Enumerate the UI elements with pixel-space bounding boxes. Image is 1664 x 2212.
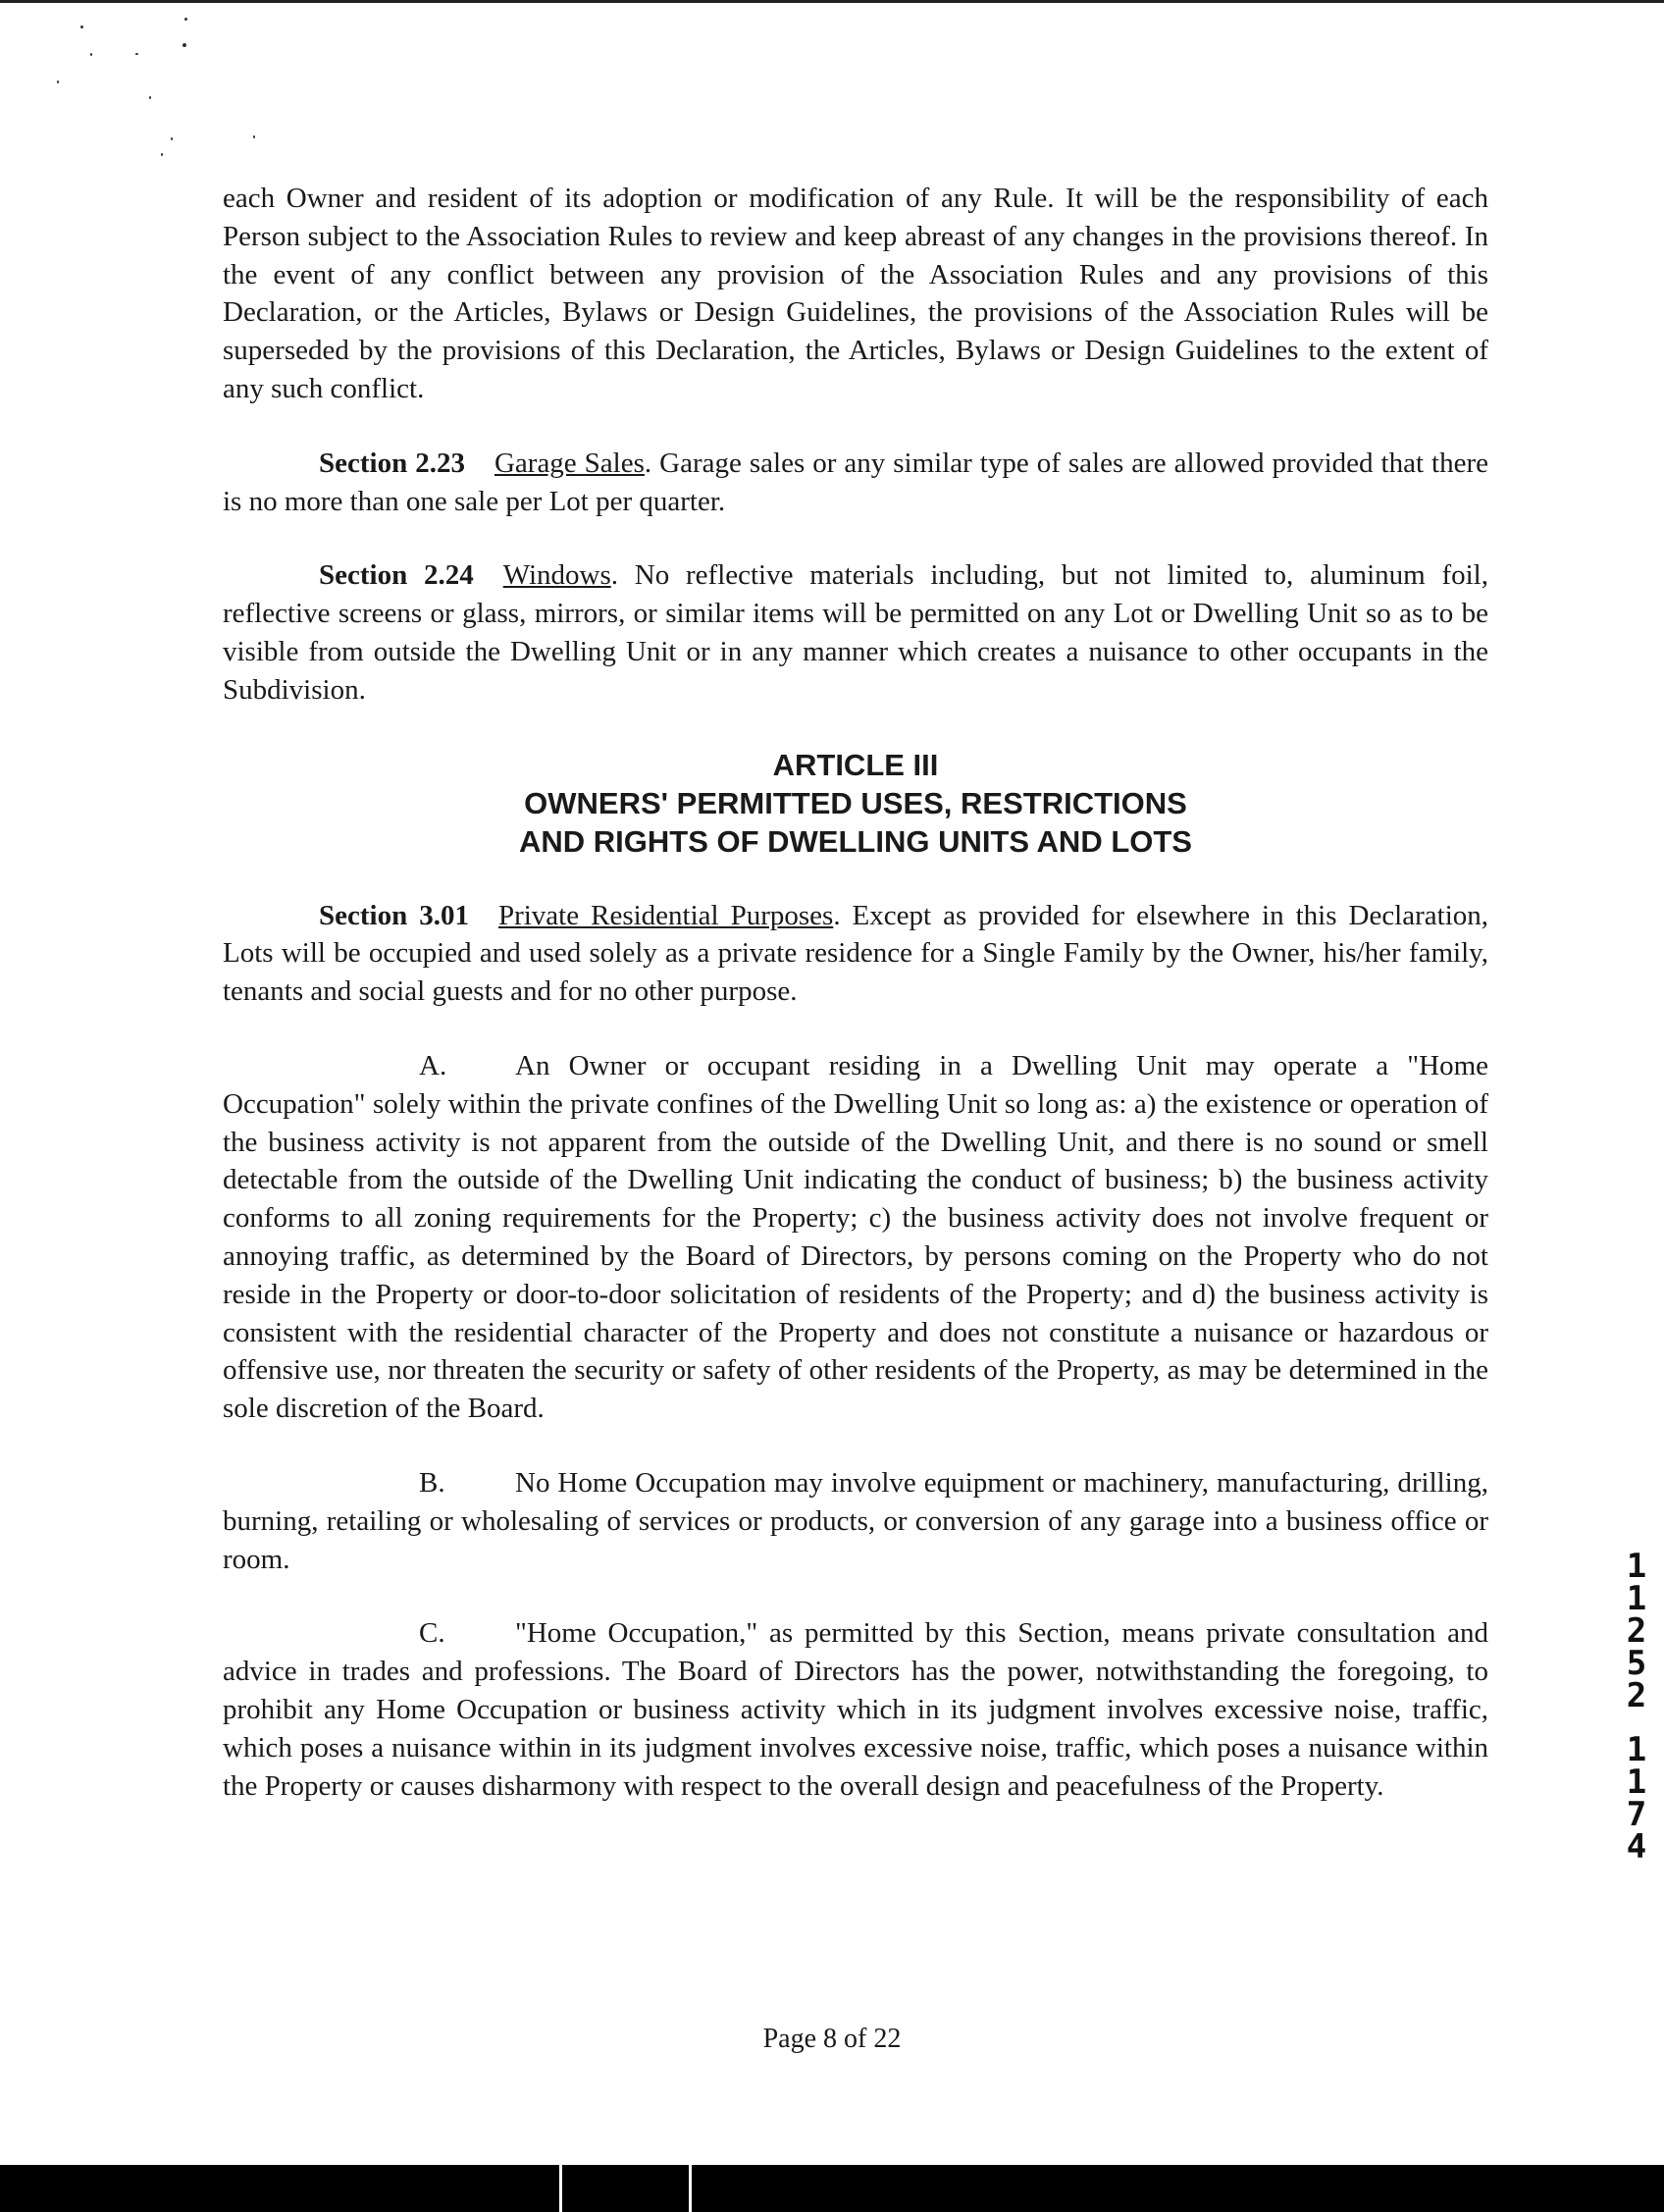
stamp-digit: 1 bbox=[1626, 1763, 1647, 1802]
section-text: . Except as provided for elsewhere in this Declaration, Lots will be occupied and used solely as a private residence for a Single Family by the Owner, his/her family, tenants and social guests and for no other purpose. bbox=[223, 899, 1489, 1008]
subsection-text: An Owner or occupant residing in a Dwelling Unit may operate a "Home Occupation" solely within the private confines of the Dwelling Unit so long as: a) the existence or operation of the business activity is not apparent from the outside of the Dwelling Unit, and there is no sound or smell detectable from the outside of the Dwelling Unit indicating the conduct of business; b) the business activity conforms to all zoning requirements for the Property; c) the business activity does not involve frequent or annoying traffic, as determined by the Board of Directors, by persons coming on the Property who do not reside in the Property or door-to-door solicitation of residents of the Property; and d) the business activity is consistent with the residential character of the Property and does not constitute a nuisance or hazardous or offensive use, nor threaten the security or safety of other residents of the Property, as may be determined in the sole discretion of the Board. bbox=[223, 1049, 1488, 1425]
scan-speck bbox=[161, 153, 163, 156]
recording-number-stamp bbox=[1622, 1547, 1651, 1867]
scan-speck bbox=[184, 18, 187, 21]
section-number: Section 2.24 bbox=[319, 559, 474, 592]
scan-bar-mark bbox=[559, 2165, 562, 2212]
opening-paragraph: each Owner and resident of its adoption or modification of any Rule. It will be the responsibility of each Person subject to the Association Rules to review and keep abreast of any changes in the provisions thereof. In the event of any conflict between any provision of the Association Rules and any provisions of this Declaration, or the Articles, Bylaws or Design Guidelines, the provisions of the Association Rules will be superseded by the provisions of this Declaration, the Articles, Bylaws or Design Guidelines to the extent of any such conflict. bbox=[223, 183, 1488, 404]
section-title: Private Residential Purposes bbox=[497, 899, 834, 931]
section-title: Garage Sales bbox=[494, 447, 645, 479]
stamp-digit: 2 bbox=[1626, 1676, 1647, 1715]
scan-speck bbox=[171, 137, 173, 140]
section-number: Section 3.01 bbox=[319, 899, 469, 931]
scan-bar-mark bbox=[689, 2165, 692, 2212]
document-body bbox=[223, 180, 1488, 1805]
subsection-letter: C. bbox=[419, 1617, 445, 1650]
scan-top-edge bbox=[0, 0, 1664, 3]
section-3-01 bbox=[223, 897, 1488, 1011]
subsection-c bbox=[223, 1614, 1488, 1805]
scan-bottom-bar bbox=[0, 2165, 1664, 2212]
scan-speck bbox=[149, 96, 151, 99]
article-number: ARTICLE III bbox=[772, 747, 939, 782]
subsection-letter: A. bbox=[419, 1049, 447, 1081]
section-2-24 bbox=[223, 556, 1488, 709]
section-text: . Garage sales or any similar type of sales are allowed provided that there is no more than one sale per Lot per quarter. bbox=[223, 447, 1488, 517]
subsection-a bbox=[223, 1047, 1488, 1428]
section-number: Section 2.23 bbox=[319, 447, 465, 479]
scan-speck bbox=[90, 53, 92, 56]
stamp-digit: 1 bbox=[1626, 1579, 1647, 1618]
stamp-digit: 5 bbox=[1626, 1644, 1647, 1683]
subsection-text: No Home Occupation may involve equipment or machinery, manufacturing, drilling, burning, retailing or wholesaling of services or products, or conversion of any garage into a business office or room. bbox=[223, 1466, 1488, 1575]
page-number: Page 8 of 22 bbox=[762, 2024, 902, 2054]
stamp-digit: 2 bbox=[1626, 1611, 1647, 1651]
scan-speck bbox=[253, 135, 255, 138]
section-2-23 bbox=[223, 445, 1488, 521]
scan-speck bbox=[57, 80, 59, 83]
article-title-line-2: AND RIGHTS OF DWELLING UNITS AND LOTS bbox=[519, 823, 1192, 859]
article-heading bbox=[223, 746, 1488, 861]
stamp-digit: 4 bbox=[1626, 1827, 1647, 1867]
subsection-letter: B. bbox=[419, 1466, 445, 1499]
stamp-digit: 7 bbox=[1626, 1795, 1647, 1834]
stamp-digit: 1 bbox=[1626, 1547, 1647, 1586]
subsection-b bbox=[223, 1464, 1488, 1578]
scan-speck bbox=[135, 53, 138, 55]
scan-speck bbox=[80, 26, 83, 28]
section-text: . No reflective materials including, but not limited to, aluminum foil, reflective screens or glass, mirrors, or similar items will be permitted on any Lot or Dwelling Unit so as to be visible from outside the Dwelling Unit or in any manner which creates a nuisance to other occupants in the Subdivision. bbox=[223, 559, 1488, 706]
subsection-text: "Home Occupation," as permitted by this Section, means private consultation and advice in trades and professions. The Board of Directors has the power, notwithstanding the foregoing, to prohibit any Home Occupation or business activity which in its judgment involves excessive noise, traffic, which poses a nuisance within in its judgment involves excessive noise, traffic, which poses a nuisance within the Property or causes disharmony with respect to the overall design and peacefulness of the Property. bbox=[223, 1617, 1488, 1802]
stamp-digit: 1 bbox=[1626, 1730, 1647, 1769]
article-title-line-1: OWNERS' PERMITTED USES, RESTRICTIONS bbox=[524, 785, 1187, 820]
section-title: Windows bbox=[502, 559, 611, 592]
scan-speck bbox=[182, 43, 186, 47]
